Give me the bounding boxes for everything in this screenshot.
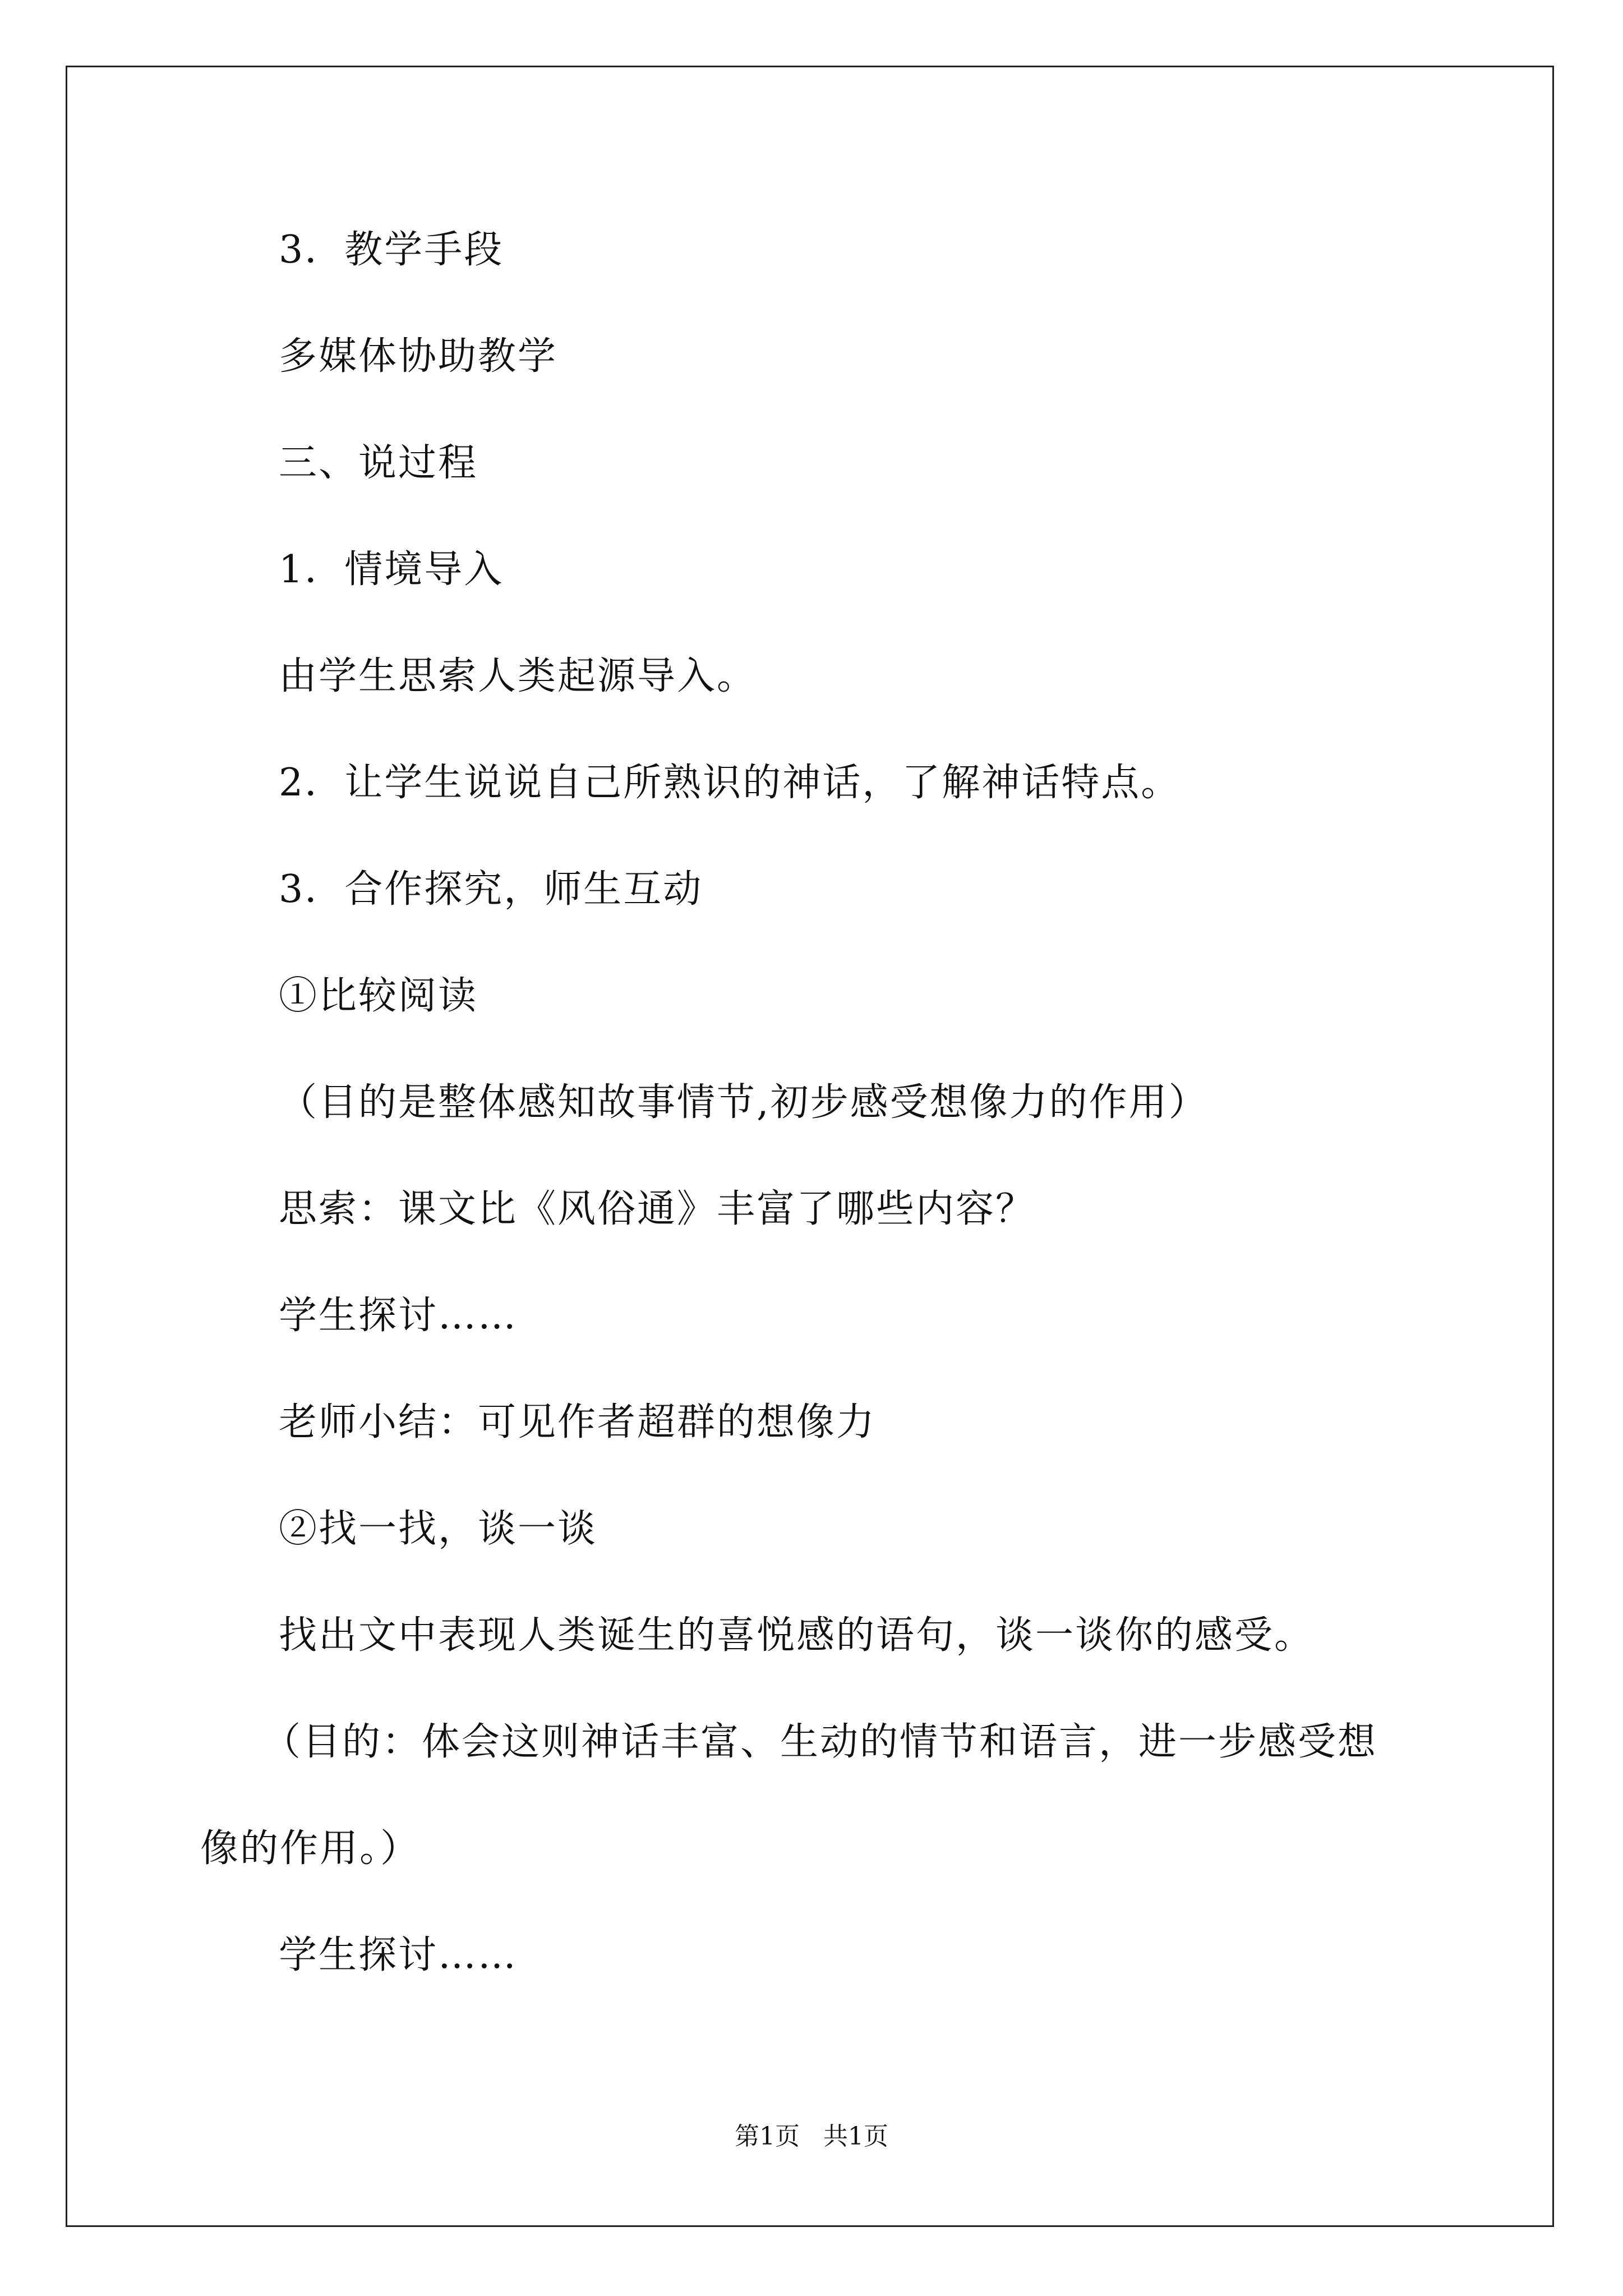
page-footer: 第1页 共1页 xyxy=(735,2122,888,2151)
paragraph: 3．教学手段 xyxy=(279,228,504,272)
paragraph: 学生探讨…… xyxy=(279,1933,518,1977)
paragraph: 找出文中表现人类诞生的喜悦感的语句，谈一谈你的感受。 xyxy=(279,1613,1315,1658)
page-border xyxy=(66,66,1554,2227)
paragraph: （目的是整体感知故事情节,初步感受想像力的作用） xyxy=(279,1080,1209,1125)
paragraph-continuation: 像的作用。） xyxy=(200,1826,421,1871)
paragraph: 2．让学生说说自己所熟识的神话，了解神话特点。 xyxy=(279,761,1181,805)
paragraph: 1．情境导入 xyxy=(279,547,504,592)
paragraph: （目的：体会这则神话丰富、生动的情节和语言，进一步感受想 xyxy=(262,1720,1378,1764)
section-heading: 三、说过程 xyxy=(279,441,478,485)
paragraph: ①比较阅读 xyxy=(279,974,478,1018)
paragraph: 3．合作探究，师生互动 xyxy=(279,867,703,912)
paragraph: 由学生思索人类起源导入。 xyxy=(279,654,757,698)
paragraph: 老师小结：可见作者超群的想像力 xyxy=(279,1400,877,1444)
paragraph: 学生探讨…… xyxy=(279,1294,518,1338)
paragraph: 思索：课文比《风俗通》丰富了哪些内容？ xyxy=(279,1187,1036,1231)
paragraph: 多媒体协助教学 xyxy=(279,334,558,379)
paragraph: ②找一找，谈一谈 xyxy=(279,1507,598,1551)
